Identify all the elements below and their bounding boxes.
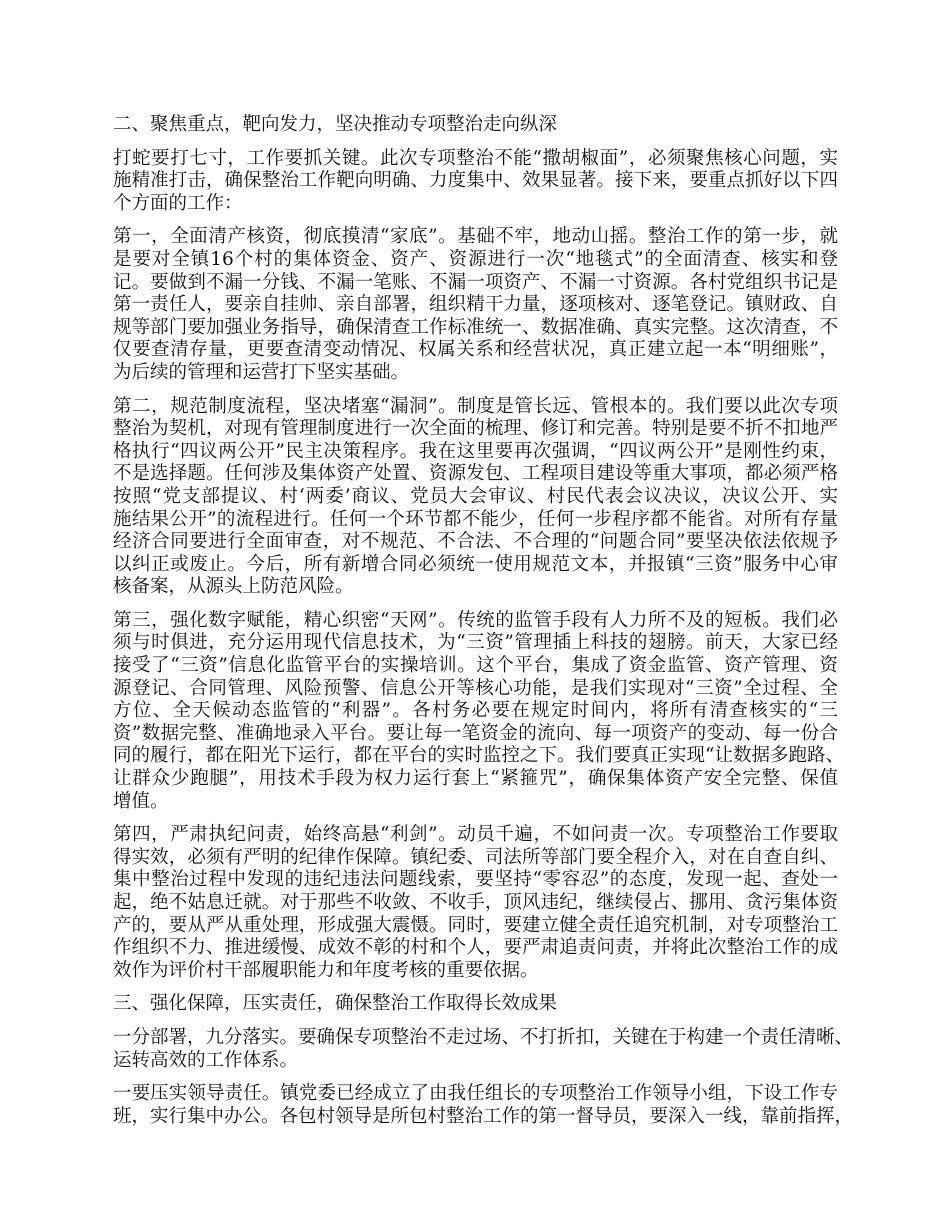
- text-line: 第二，规范制度流程，坚决堵塞“漏洞”。制度是管长远、管根本的。我们要以此次专项: [113, 395, 838, 417]
- text-line: 产的，要从严从重处理，形成强大震慑。同时，要建立健全责任追究机制，对专项整治工: [113, 914, 838, 936]
- text-line: 施结果公开”的流程进行。任何一个环节都不能少，任何一步程序都不能省。对所有存量: [113, 508, 838, 530]
- text-line: 资”数据完整、准确地录入平台。要让每一笔资金的流向、每一项资产的变动、每一份合: [113, 722, 838, 744]
- text-line: 须与时俱进，充分运用现代信息技术，为“三资”管理插上科技的翅膀。前天，大家已经: [113, 632, 838, 654]
- text-line: 第一，全面清产核资，彻底摸清“家底”。基础不牢，地动山摇。整治工作的第一步，就: [113, 226, 838, 248]
- text-line: 集中整治过程中发现的违纪违法问题线索，要坚持“零容忍”的态度，发现一起、查处一: [113, 869, 838, 891]
- text-line: 第一责任人，要亲自挂帅、亲自部署，组织精干力量，逐项核对、逐笔登记。镇财政、自: [113, 294, 838, 316]
- section-heading: [113, 114, 838, 137]
- body-paragraph: [113, 1083, 854, 1128]
- text-line: 打蛇要打七寸，工作要抓关键。此次专项整治不能“撒胡椒面”，必须聚焦核心问题，实: [113, 147, 838, 169]
- text-line: 核备案，从源头上防范风险。: [113, 576, 354, 598]
- text-line: 是要对全镇16个村的集体资金、资产、资源进行一次“地毯式”的全面清查、核实和登: [113, 248, 838, 270]
- text-line: 作组织不力、推进缓慢、成效不彰的村和个人，要严肃追责问责，并将此次整治工作的成: [113, 937, 838, 959]
- text-line: 不是选择题。任何涉及集体资产处置、资源发包、工程项目建设等重大事项，都必须严格: [113, 463, 838, 485]
- text-line: 三、强化保障，压实责任，确保整治工作取得长效成果: [113, 993, 558, 1015]
- text-line: 方位、全天候动态监管的“利器”。各村务必要在规定时间内，将所有清查核实的“三: [113, 700, 838, 722]
- text-line: 记。要做到不漏一分钱、不漏一笔账、不漏一项资产、不漏一寸资源。各村党组织书记是: [113, 271, 838, 293]
- text-line: 个方面的工作：: [113, 192, 243, 214]
- text-line: 仅要查清存量，更要查清变动情况、权属关系和经营状况，真正建立起一本“明细账”，: [113, 339, 838, 361]
- body-paragraph: [113, 1026, 854, 1072]
- text-line: 第三，强化数字赋能，精心织密“天网”。传统的监管手段有人力所不及的短板。我们必: [113, 609, 838, 631]
- text-line: 整治为契机，对现有管理制度进行一次全面的梳理、修订和完善。特别是要不折不扣地严: [113, 418, 838, 440]
- text-line: 经济合同要进行全面审查，对不规范、不合法、不合理的“问题合同”要坚决依法依规予: [113, 531, 838, 553]
- text-line: 效作为评价村干部履职能力和年度考核的重要依据。: [113, 959, 539, 981]
- text-line: 源登记、合同管理、风险预警、信息公开等核心功能，是我们实现对“三资”全过程、全: [113, 677, 838, 699]
- document-page: [113, 114, 854, 1139]
- text-line: 一分部署，九分落实。要确保专项整治不走过场、不打折扣，关键在于构建一个责任清晰、: [113, 1026, 854, 1048]
- section-heading: [113, 993, 838, 1016]
- text-line: 让群众少跑腿”，用技术手段为权力运行套上“紧箍咒”，确保集体资产安全完整、保值: [113, 768, 838, 790]
- text-line: 以纠正或废止。今后，所有新增合同必须统一使用规范文本，并报镇“三资”服务中心审: [113, 553, 838, 575]
- text-line: 增值。: [113, 790, 169, 812]
- text-line: 班，实行集中办公。各包村领导是所包村整治工作的第一督导员，要深入一线，靠前指挥，: [113, 1105, 854, 1127]
- text-line: 得实效，必须有严明的纪律作保障。镇纪委、司法所等部门要全程介入，对在自查自纠、: [113, 846, 838, 868]
- text-line: 起，绝不姑息迁就。对于那些不收敛、不收手，顶风违纪，继续侵占、挪用、贪污集体资: [113, 892, 838, 913]
- body-paragraph: [113, 396, 838, 599]
- body-paragraph: [113, 824, 838, 982]
- text-line: 规等部门要加强业务指导，确保清查工作标准统一、数据准确、真实完整。这次清查，不: [113, 316, 838, 338]
- text-line: 施精准打击，确保整治工作靶向明确、力度集中、效果显著。接下来，要重点抓好以下四: [113, 170, 838, 192]
- text-line: 同的履行，都在阳光下运行，都在平台的实时监控之下。我们要真正实现“让数据多跑路、: [113, 745, 844, 767]
- text-line: 接受了“三资”信息化监管平台的实操培训。这个平台，集成了资金监管、资产管理、资: [113, 655, 838, 677]
- body-paragraph: [113, 226, 838, 384]
- text-line: 为后续的管理和运营打下坚实基础。: [113, 361, 410, 383]
- text-line: 运转高效的工作体系。: [113, 1049, 299, 1071]
- text-line: 第四，严肃执纪问责，始终高悬“利剑”。动员千遍，不如问责一次。专项整治工作要取: [113, 824, 838, 846]
- text-line: 按照“党支部提议、村‘两委’商议、党员大会审议、村民代表会议决议，决议公开、实: [113, 485, 838, 507]
- body-paragraph: [113, 609, 844, 813]
- body-paragraph: [113, 148, 838, 216]
- text-line: 一要压实领导责任。镇党委已经成立了由我任组长的专项整治工作领导小组，下设工作专: [113, 1083, 838, 1105]
- text-line: 格执行“四议两公开”民主决策程序。我在这里要再次强调，“四议两公开”是刚性约束，: [113, 440, 838, 462]
- text-line: 二、聚焦重点，靶向发力，坚决推动专项整治走向纵深: [113, 114, 558, 135]
